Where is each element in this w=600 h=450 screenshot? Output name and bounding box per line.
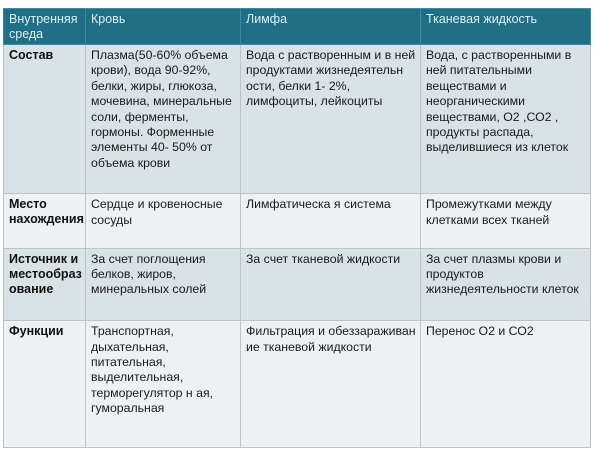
header-cell-environment: Внутренняя среда (4, 9, 86, 45)
internal-environment-table (3, 8, 591, 448)
table-row-functions (4, 321, 591, 448)
row-label-composition: Состав (4, 45, 86, 194)
cell-lymph-functions: Фильтрация и обеззараживан ие тканевой жидкости (241, 321, 421, 448)
cell-lymph-location: Лимфатическа я система (241, 194, 421, 248)
cell-blood-functions: Транспортная, дыхательная, питательная, выделительная, терморегулятор н ая, гуморальная (86, 321, 241, 448)
table-row-source (4, 248, 591, 321)
cell-blood-composition: Плазма(50-60% объема крови), вода 90-92%, белки, жиры, глюкоза, мочевина, минеральные соли, ферменты, гормоны. Форменные элементы 40- 50% от объема крови (86, 45, 241, 194)
cell-tissue-fluid-location: Промежутками между клетками всех тканей (421, 194, 591, 248)
cell-blood-source: За счет поглощения белков, жиров, минеральных солей (86, 248, 241, 321)
cell-lymph-source: За счет тканевой жидкости (241, 248, 421, 321)
header-cell-lymph: Лимфа (241, 9, 421, 45)
cell-tissue-fluid-composition: Вода, с растворенными в ней питательными веществами и неорганическими веществами, О2 ,СО2 , продукты распада, выделившиеся из клеток (421, 45, 591, 194)
row-label-functions: Функции (4, 321, 86, 448)
header-cell-tissue-fluid: Тканевая жидкость (421, 9, 591, 45)
table-row-location (4, 194, 591, 248)
header-row (4, 9, 591, 45)
header-cell-blood: Кровь (86, 9, 241, 45)
cell-tissue-fluid-functions: Перенос О2 и СО2 (421, 321, 591, 448)
table-row-composition (4, 45, 591, 194)
row-label-location: Место нахождения (4, 194, 86, 248)
row-label-source: Источник и местообраз ование (4, 248, 86, 321)
cell-blood-location: Сердце и кровеносные сосуды (86, 194, 241, 248)
cell-lymph-composition: Вода с растворенным и в ней продуктами жизнедеятельн ости, белки 1- 2%, лимфоциты, лейкоциты (241, 45, 421, 194)
cell-tissue-fluid-source: За счет плазмы крови и продуктов жизнедеятельности клеток (421, 248, 591, 321)
